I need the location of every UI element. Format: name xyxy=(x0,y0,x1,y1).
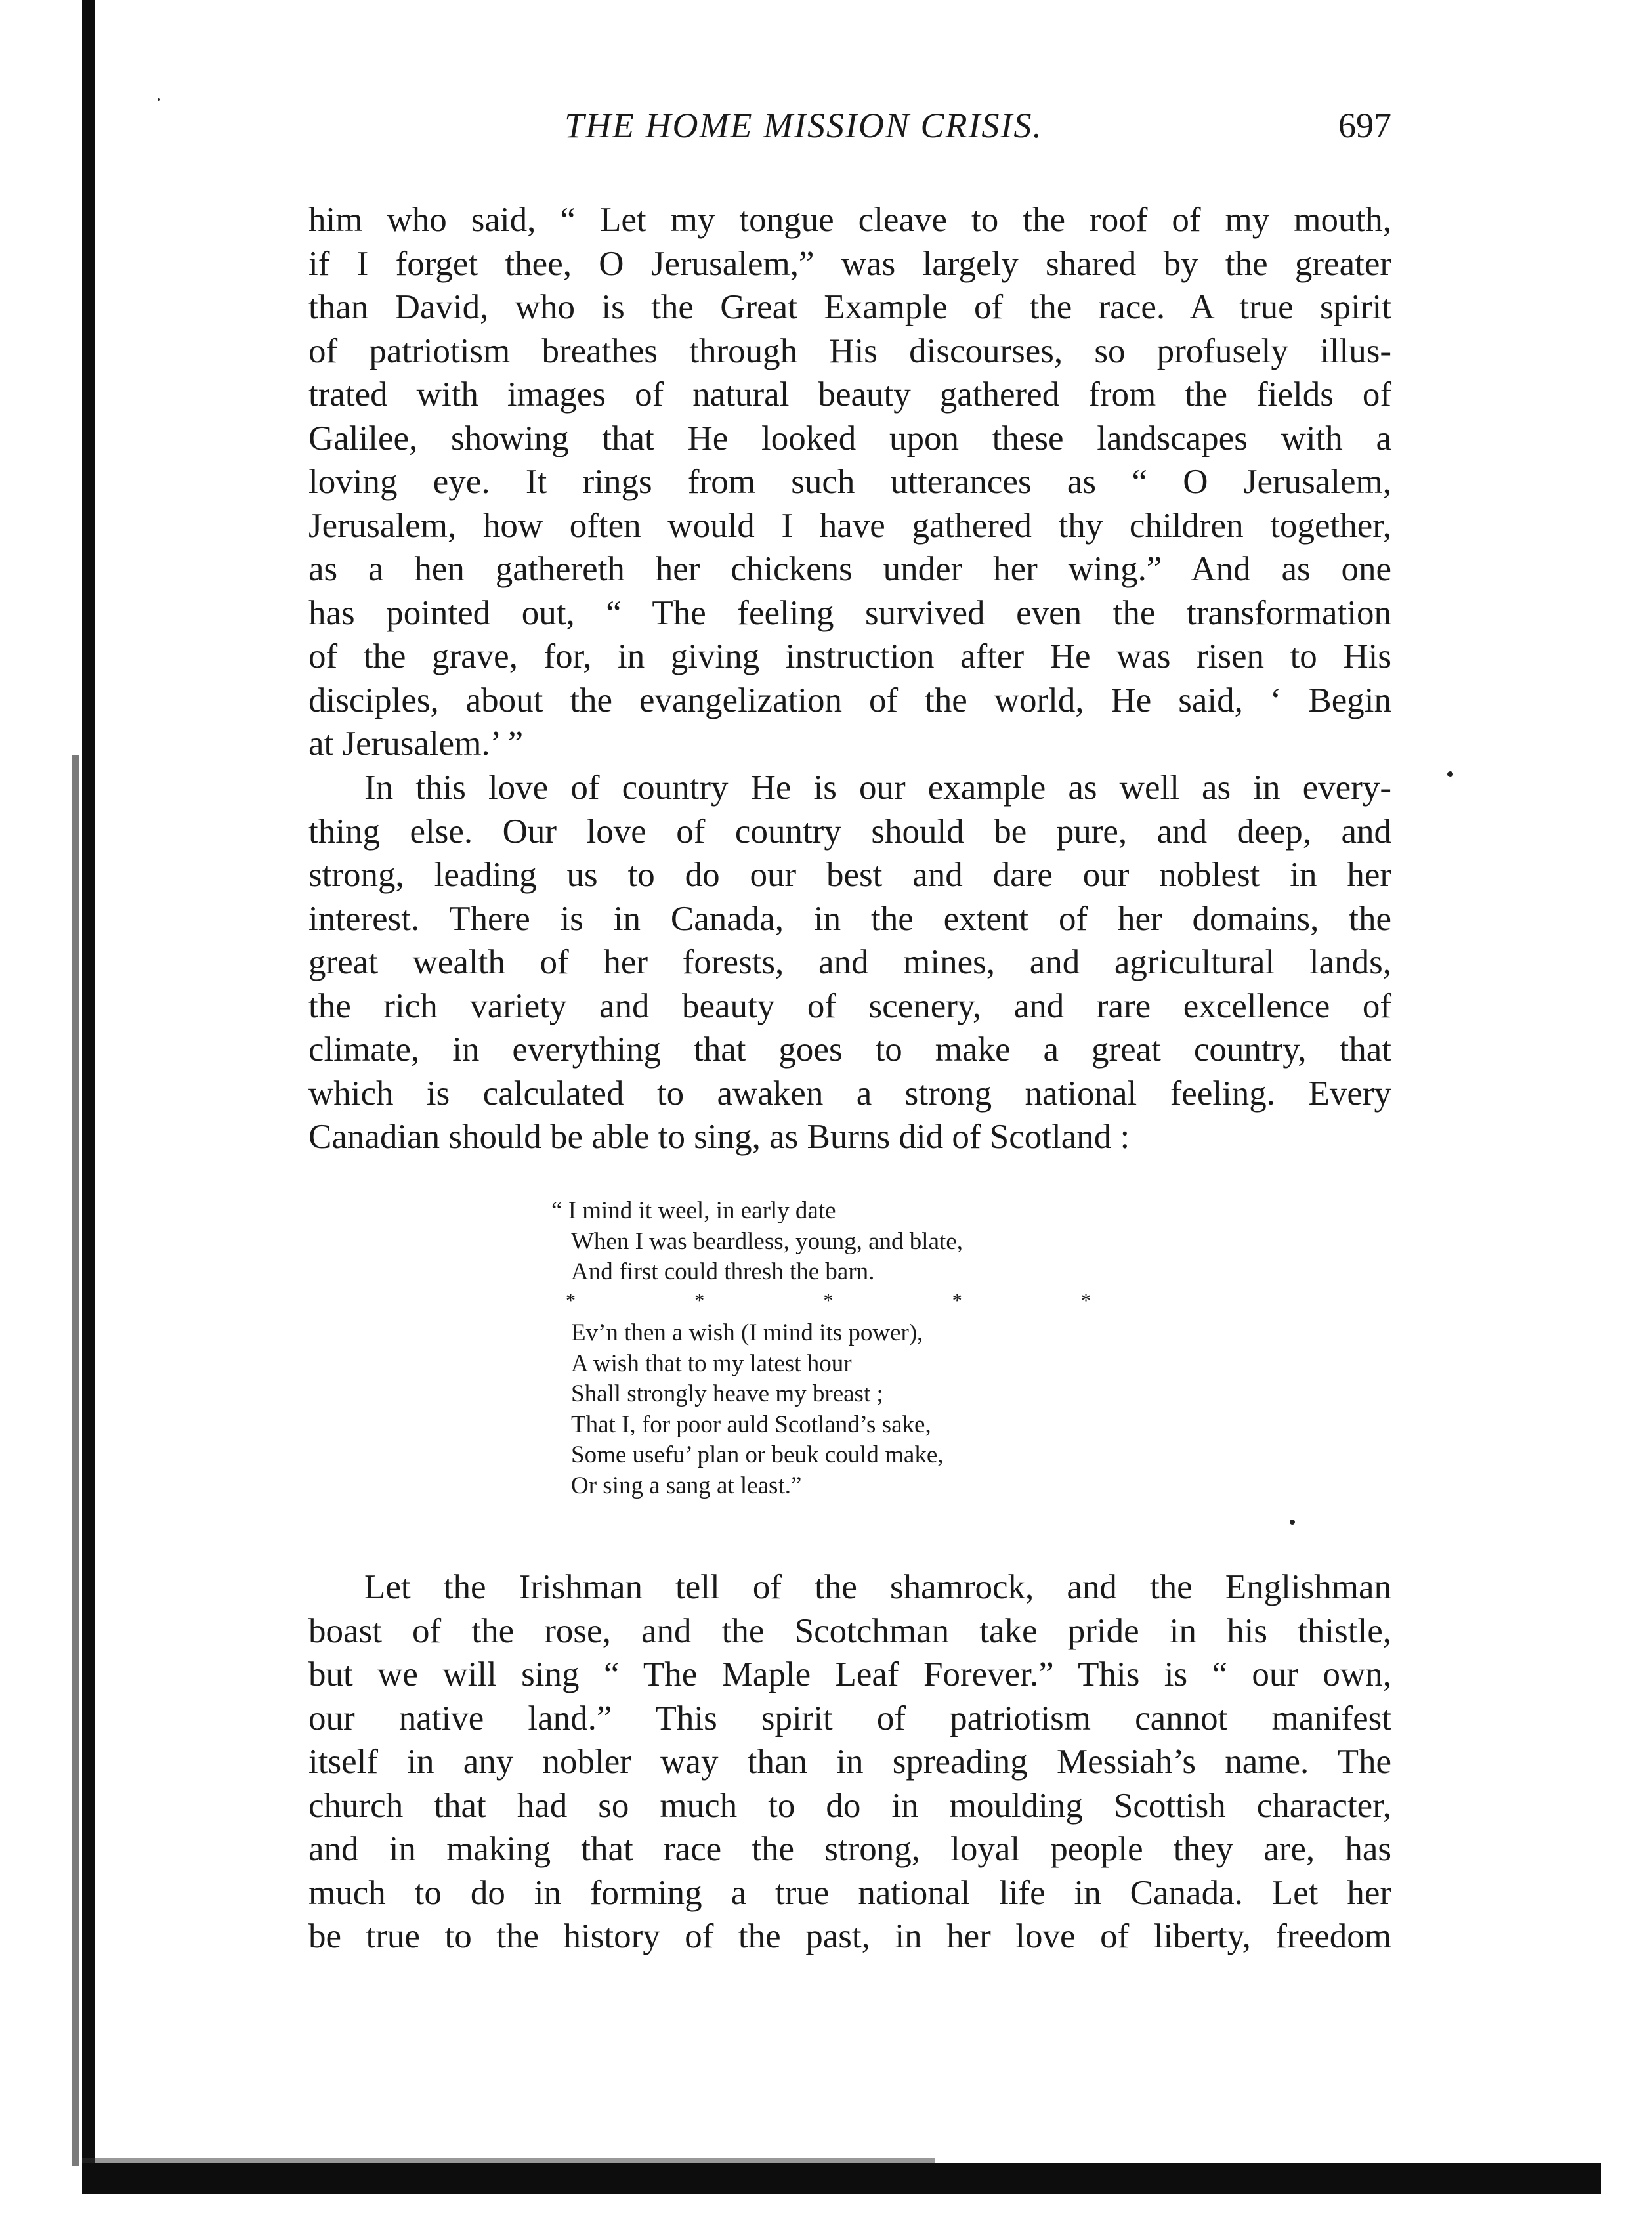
text-line: Let the Irishman tell of the shamrock, and the Englishman xyxy=(364,1568,1391,1606)
text-line: loving eye. It rings from such utterances as “ O Jerusalem, xyxy=(308,463,1391,501)
text-line: Galilee, showing that He looked upon these landscapes with a xyxy=(308,419,1391,457)
text-line: as a hen gathereth her chickens under her wing.” And as one xyxy=(308,550,1391,588)
text-line: be true to the history of the past, in her love of liberty, freedom xyxy=(308,1917,1391,1955)
asterisk: * xyxy=(1081,1289,1091,1311)
text-line: the rich variety and beauty of scenery, and rare excellence of xyxy=(308,987,1391,1025)
poem-line: That I, for poor auld Scotland’s sake, xyxy=(571,1411,931,1438)
asterisk-separator xyxy=(566,1288,1091,1319)
text-line: climate, in everything that goes to make a great country, that xyxy=(308,1031,1391,1069)
text-line: but we will sing “ The Maple Leaf Forever.” This is “ our own, xyxy=(308,1655,1391,1693)
asterisk: * xyxy=(952,1289,962,1311)
binding-edge-shadow xyxy=(82,0,95,2173)
text-line: great wealth of her forests, and mines, and agricultural lands, xyxy=(308,943,1391,981)
text-line: disciples, about the evangelization of the world, He said, ‘ Begin xyxy=(308,681,1391,719)
scan-speck xyxy=(1447,771,1453,777)
text-line: Jerusalem, how often would I have gathered thy children together, xyxy=(308,506,1391,545)
page-number: 697 xyxy=(1338,106,1391,145)
poem-line: Some usefu’ plan or beuk could make, xyxy=(571,1441,944,1468)
poem-line: Ev’n then a wish (I mind its power), xyxy=(571,1319,923,1346)
poem-line: Shall strongly heave my breast ; xyxy=(571,1380,883,1407)
text-line: of patriotism breathes through His discourses, so profusely illus- xyxy=(308,331,1391,370)
text-line: In this love of country He is our example as well as in every- xyxy=(364,769,1391,807)
running-head: THE HOME MISSION CRISIS. xyxy=(564,106,1043,145)
scan-speck xyxy=(158,98,160,101)
poem-line: Or sing a sang at least.” xyxy=(571,1472,802,1499)
text-line: him who said, “ Let my tongue cleave to the roof of my mouth, xyxy=(308,201,1391,239)
binding-edge-artifact xyxy=(72,755,79,2166)
text-line: strong, leading us to do our best and dare our noblest in her xyxy=(308,856,1391,894)
paragraph-2 xyxy=(308,766,1391,1159)
text-line: interest. There is in Canada, in the extent of her domains, the xyxy=(308,899,1391,938)
poem-line: When I was beardless, young, and blate, xyxy=(571,1227,963,1255)
poem-line: And first could thresh the barn. xyxy=(571,1258,875,1285)
text-line: our native land.” This spirit of patriotism cannot manifest xyxy=(308,1699,1391,1737)
poem-line: “ I mind it weel, in early date xyxy=(551,1197,836,1224)
paragraph-1 xyxy=(308,198,1391,766)
poem-quotation xyxy=(551,1196,1116,1501)
bottom-edge-artifact xyxy=(82,2158,935,2163)
text-line: if I forget thee, O Jerusalem,” was largely shared by the greater xyxy=(308,244,1391,283)
poem-line: A wish that to my latest hour xyxy=(571,1350,852,1377)
text-line: has pointed out, “ The feeling survived even the transformation xyxy=(308,593,1391,632)
text-line: itself in any nobler way than in spreading Messiah’s name. The xyxy=(308,1743,1391,1781)
text-line: Canadian should be able to sing, as Burns did of Scotland : xyxy=(308,1118,1130,1156)
asterisk: * xyxy=(823,1289,834,1311)
asterisk: * xyxy=(694,1289,705,1311)
page-header xyxy=(308,105,1391,158)
bottom-edge-shadow xyxy=(82,2163,1601,2194)
paragraph-3 xyxy=(308,1565,1391,1959)
scan-speck xyxy=(1290,1520,1295,1525)
text-line: at Jerusalem.’ ” xyxy=(308,725,524,763)
text-line: boast of the rose, and the Scotchman take pride in his thistle, xyxy=(308,1611,1391,1650)
asterisk: * xyxy=(566,1289,576,1311)
text-line: which is calculated to awaken a strong national feeling. Every xyxy=(308,1074,1391,1113)
text-line: of the grave, for, in giving instruction after He was risen to His xyxy=(308,637,1391,675)
text-line: church that had so much to do in moulding Scottish character, xyxy=(308,1786,1391,1825)
text-line: much to do in forming a true national life in Canada. Let her xyxy=(308,1873,1391,1912)
text-line: thing else. Our love of country should be pure, and deep, and xyxy=(308,812,1391,851)
text-line: than David, who is the Great Example of the race. A true spirit xyxy=(308,288,1391,326)
text-line: trated with images of natural beauty gathered from the fields of xyxy=(308,375,1391,414)
text-line: and in making that race the strong, loyal people they are, has xyxy=(308,1830,1391,1868)
